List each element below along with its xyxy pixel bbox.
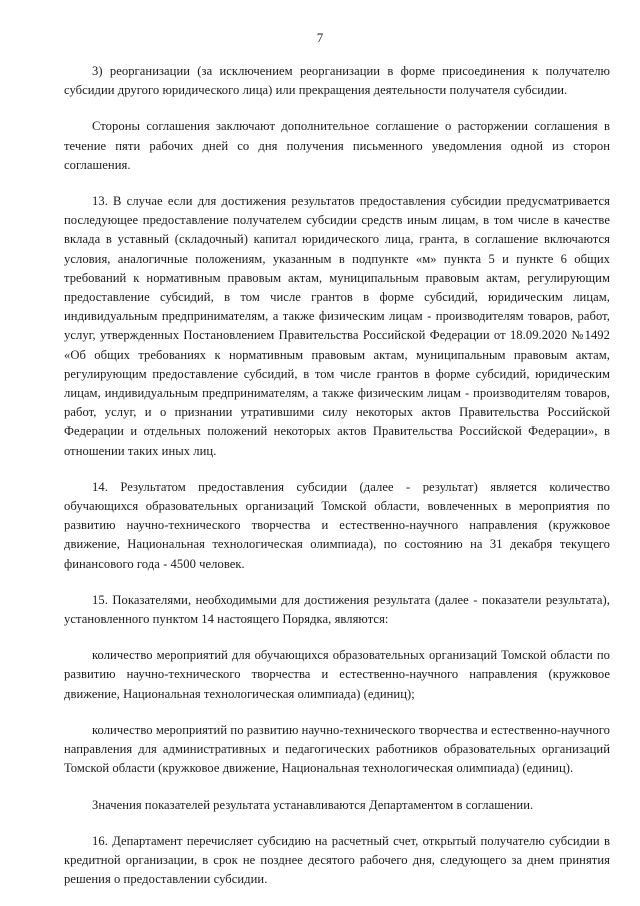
paragraph-item-13: 13. В случае если для достижения результатов предоставления субсидии предусматривается последующее предоставление получателем субсидии средств иным лицам, в том числе в качестве вклада в уставный (складочный) капитал юридического лица, гранта, в соглашение включаются условия, аналогичные положениям, указанным в подпункте «м» пункта 5 и пункте 6 общих требований к нормативным правовым актам, муниципальным правовым актам, регулирующим предоставление субсидий, в том числе грантов в форме субсидий, юридическим лицам, индивидуальным предпринимателям, а также физическим лицам - производителям товаров, работ, услуг, утвержденных Постановлением Правительства Российской Федерации от 18.09.2020 №1492 «Об общих требованиях к нормативным правовым актам, муниципальным правовым актам, регулирующим предоставление субсидий, в том числе грантов в форме субсидий, юридическим лицам, индивидуальным предпринимателям, а также физическим лицам - производителям товаров, работ, услуг, и о признании утратившими силу некоторых актов Правительства Российской Федерации и отдельных положений некоторых актов Правительства Российской Федерации», в отношении таких иных лиц.	[64, 194, 610, 458]
paragraph-reorganization: 3) реорганизации (за исключением реорганизации в форме присоединения к получателю субсидии другого юридического лица) или прекращения деятельности получателя субсидии.	[64, 64, 610, 98]
document-body	[64, 62, 610, 906]
paragraph-additional-agreement: Стороны соглашения заключают дополнительное соглашение о расторжении соглашения в течение пяти рабочих дней со дня получения письменного уведомления одной из сторон соглашения.	[64, 119, 610, 172]
paragraph-indicator-values: Значения показателей результата устанавливаются Департаментом в соглашении.	[92, 797, 534, 812]
paragraph-item-15: 15. Показателями, необходимыми для достижения результата (далее - показатели результата), установленного пунктом 14 настоящего Порядка, являются:	[64, 592, 610, 627]
paragraph-indicator-students: количество мероприятий для обучающихся образовательных организаций Томской области по развитию научно-технического творчества и естественно-научного направления (кружковое движение, Национальная технологическая олимпиада) (единиц);	[64, 648, 610, 701]
paragraph-item-14: 14. Результатом предоставления субсидии (далее - результат) является количество обучающихся образовательных организаций Томской области, вовлеченных в мероприятия по развитию научно-технического творчества и естественно-научного направления (кружковое движение, Национальная технологическая олимпиада), по состоянию на 31 декабря текущего финансового года - 4500 человек.	[64, 479, 610, 571]
page-number: 7	[316, 30, 324, 45]
paragraph-item-16: 16. Департамент перечисляет субсидию на расчетный счет, открытый получателю субсидии в кредитной организации, в срок не позднее десятого рабочего дня, следующего за днем принятия решения о предоставлении субсидии.	[64, 833, 610, 887]
paragraph-indicator-staff: количество мероприятий по развитию научно-технического творчества и естественно-научного направления для административных и педагогических работников образовательных организаций Томской области (кружковое движение, Национальная технологическая олимпиада) (единиц).	[64, 722, 610, 776]
